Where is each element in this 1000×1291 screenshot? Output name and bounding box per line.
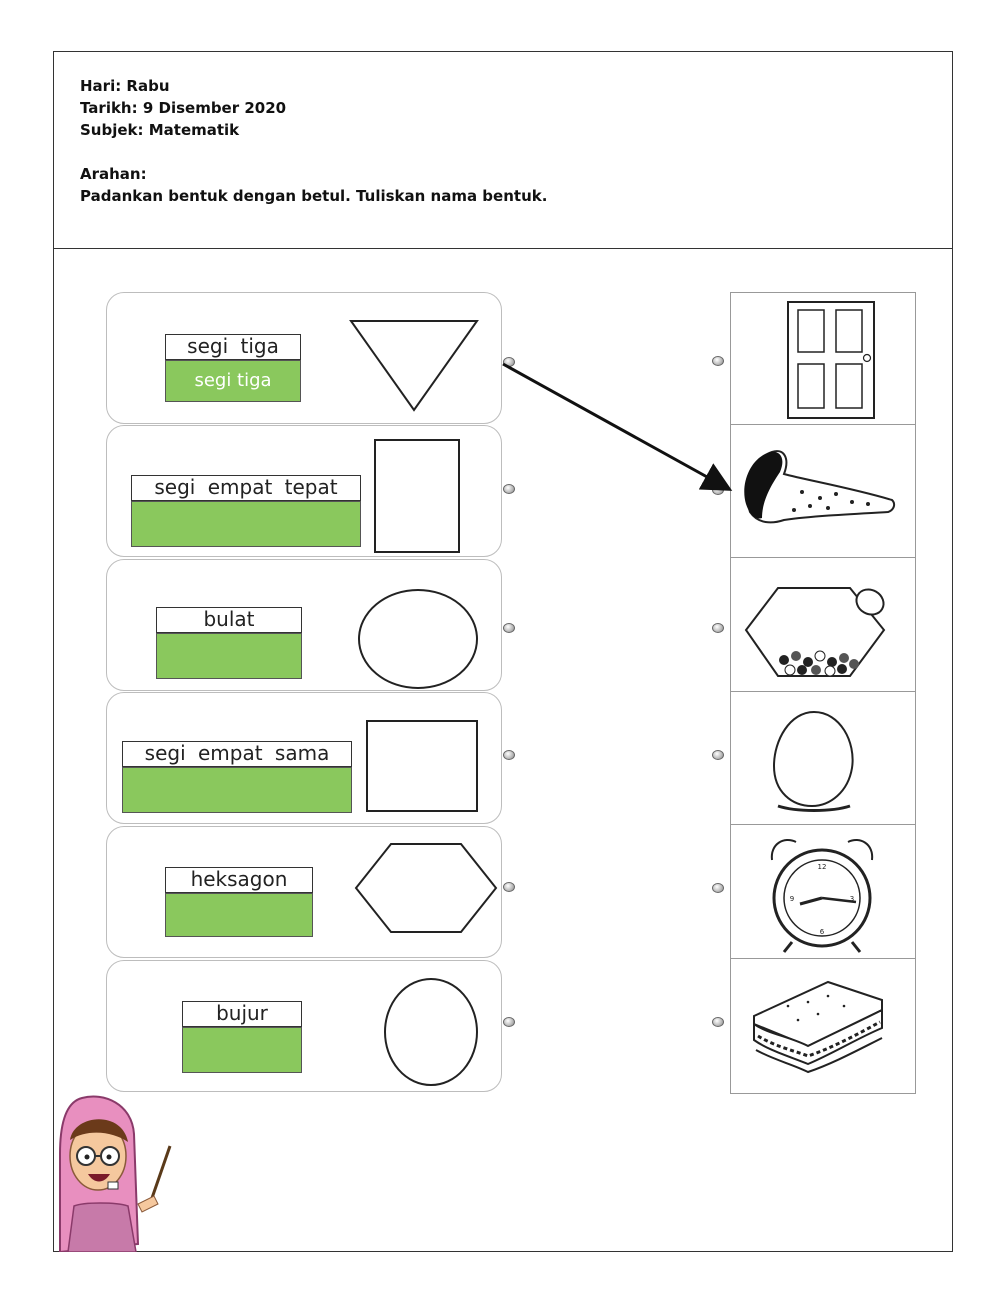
svg-text:3: 3 [849,895,855,903]
teacher-character [54,1094,174,1252]
instruction-text: Padankan bentuk dengan betul. Tuliskan nama bentuk. [80,187,548,205]
shape-name: bulat [156,607,302,633]
shape-name: bujur [182,1001,302,1027]
shape-name: heksagon [165,867,313,893]
shape-name: segi tiga [165,334,301,360]
day-label: Hari: Rabu [80,77,170,95]
instruction-title: Arahan: [80,165,147,183]
svg-text:9: 9 [789,895,795,903]
svg-text:6: 6 [819,928,825,936]
shape-name: segi empat tepat [131,475,361,501]
svg-text:12: 12 [817,863,827,871]
subject-label: Subjek: Matematik [80,121,240,139]
date-label: Tarikh: 9 Disember 2020 [80,99,287,117]
answer-field[interactable]: segi tiga [165,360,301,402]
shape-name: segi empat sama [122,741,352,767]
